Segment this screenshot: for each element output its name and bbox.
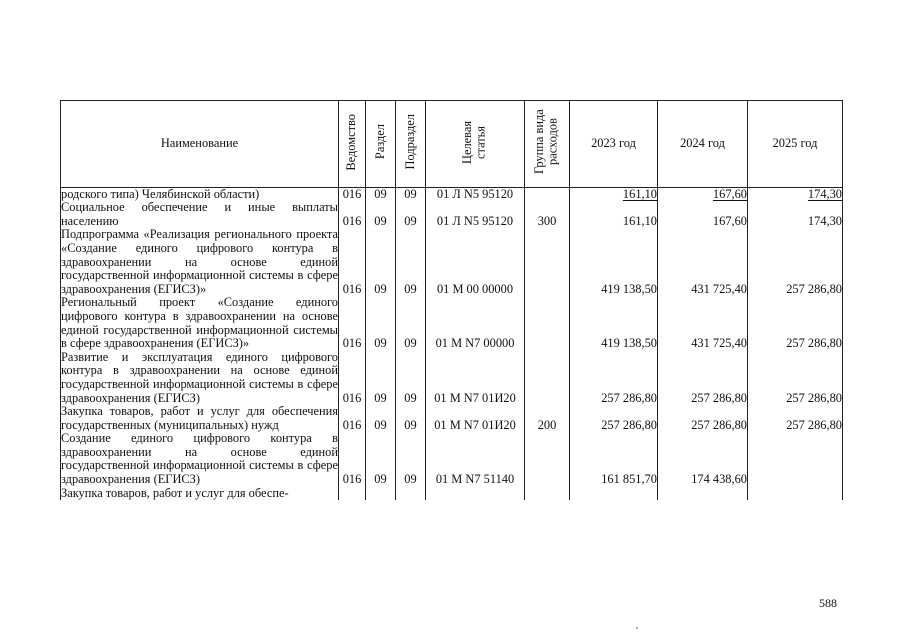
- header-row: [61, 101, 843, 188]
- table-row: [61, 228, 843, 296]
- table-row: [61, 296, 843, 350]
- row-section: 09: [366, 228, 396, 296]
- table-row: [61, 487, 843, 501]
- row-2023: 257 286,80: [570, 351, 658, 405]
- row-expense-group: [525, 351, 570, 405]
- row-name: родского типа) Челябинской области): [61, 187, 339, 201]
- row-expense-group: [525, 487, 570, 501]
- row-target-article: 01 Л N5 95120: [426, 187, 525, 201]
- row-name: Создание единого цифрового контура в здравоохранении на основе единой государственной информационной системы в сфере здравоохранения (ЕГИСЗ): [61, 431, 338, 487]
- row-2023: 419 138,50: [570, 228, 658, 296]
- row-2024: [658, 487, 748, 501]
- row-2023: 257 286,80: [570, 405, 658, 432]
- row-2023: 161 851,70: [570, 432, 658, 486]
- row-2023: 419 138,50: [570, 296, 658, 350]
- row-expense-group: 200: [525, 405, 570, 432]
- row-2025: 174,30: [748, 187, 843, 201]
- row-2024: 174 438,60: [658, 432, 748, 486]
- row-2024: 431 725,40: [658, 228, 748, 296]
- row-subsection: 09: [396, 228, 426, 296]
- row-target-article: 01 М 00 00000: [426, 228, 525, 296]
- row-expense-group: [525, 228, 570, 296]
- header-2024: 2024 год: [658, 101, 748, 188]
- row-target-article: 01 М N7 01И20: [426, 405, 525, 432]
- row-section: [366, 487, 396, 501]
- row-2025: 174,30: [748, 201, 843, 228]
- row-section: 09: [366, 296, 396, 350]
- row-subsection: 09: [396, 432, 426, 486]
- row-target-article: 01 М N7 51140: [426, 432, 525, 486]
- row-ministry: 016: [339, 405, 366, 432]
- table-row: [61, 351, 843, 405]
- header-section: Раздел: [366, 101, 396, 188]
- row-2024: 431 725,40: [658, 296, 748, 350]
- row-ministry: 016: [339, 432, 366, 486]
- header-subsection: Подраздел: [396, 101, 426, 188]
- header-target-article: Целевая статья: [426, 101, 525, 188]
- row-expense-group: [525, 187, 570, 201]
- row-2025: 257 286,80: [748, 405, 843, 432]
- row-expense-group: 300: [525, 201, 570, 228]
- row-2023: 161,10: [570, 201, 658, 228]
- row-2024: 167,60: [658, 187, 748, 201]
- row-section: 09: [366, 201, 396, 228]
- row-2024: 257 286,80: [658, 351, 748, 405]
- row-name: Социальное обеспечение и иные выплаты населению: [61, 200, 338, 228]
- row-name: Подпрограмма «Реализация регионального проекта «Создание единого цифрового контура в здравоохранении на основе единой государственной информационной системы в сфере здравоохранения (ЕГИСЗ)»: [61, 227, 338, 296]
- row-subsection: 09: [396, 405, 426, 432]
- header-ministry: Ведомство: [339, 101, 366, 188]
- row-section: 09: [366, 405, 396, 432]
- row-expense-group: [525, 296, 570, 350]
- scan-speck: [636, 627, 638, 629]
- row-section: 09: [366, 351, 396, 405]
- row-ministry: 016: [339, 201, 366, 228]
- header-expense-group: Группа вида расходов: [525, 101, 570, 188]
- row-2025: 257 286,80: [748, 296, 843, 350]
- row-name: Развитие и эксплуатация единого цифрового контура в здравоохранении на основе единой государственной информационной системы в сфере здравоохранения (ЕГИСЗ): [61, 349, 338, 405]
- page-number: 588: [819, 596, 837, 610]
- row-2024: 257 286,80: [658, 405, 748, 432]
- row-target-article: [426, 487, 525, 501]
- row-2025: 257 286,80: [748, 228, 843, 296]
- row-subsection: 09: [396, 201, 426, 228]
- header-name: Наименование: [61, 101, 339, 188]
- row-section: 09: [366, 187, 396, 201]
- row-ministry: 016: [339, 351, 366, 405]
- row-ministry: 016: [339, 187, 366, 201]
- table-row: [61, 201, 843, 228]
- row-target-article: 01 М N7 01И20: [426, 351, 525, 405]
- row-ministry: [339, 487, 366, 501]
- row-2025: [748, 487, 843, 501]
- table-row: [61, 187, 843, 201]
- row-2025: 257 286,80: [748, 351, 843, 405]
- header-2023: 2023 год: [570, 101, 658, 188]
- row-name: Региональный проект «Создание единого цифрового контура в здравоохранении на основе единой государственной информационной системы в сфере здравоохранения (ЕГИСЗ)»: [61, 295, 338, 351]
- row-name: Закупка товаров, работ и услуг для обеспе-: [61, 487, 339, 501]
- row-subsection: 09: [396, 187, 426, 201]
- row-2023: [570, 487, 658, 501]
- row-2024: 167,60: [658, 201, 748, 228]
- row-ministry: 016: [339, 228, 366, 296]
- row-ministry: 016: [339, 296, 366, 350]
- row-subsection: [396, 487, 426, 501]
- row-2025: [748, 432, 843, 486]
- table-row: [61, 432, 843, 486]
- row-target-article: 01 М N7 00000: [426, 296, 525, 350]
- row-expense-group: [525, 432, 570, 486]
- row-subsection: 09: [396, 351, 426, 405]
- table-row: [61, 405, 843, 432]
- row-name: Закупка товаров, работ и услуг для обеспечения государственных (муниципальных) нужд: [61, 404, 338, 432]
- header-2025: 2025 год: [748, 101, 843, 188]
- row-target-article: 01 Л N5 95120: [426, 201, 525, 228]
- row-subsection: 09: [396, 296, 426, 350]
- row-section: 09: [366, 432, 396, 486]
- budget-table: [60, 100, 843, 500]
- row-2023: 161,10: [570, 187, 658, 201]
